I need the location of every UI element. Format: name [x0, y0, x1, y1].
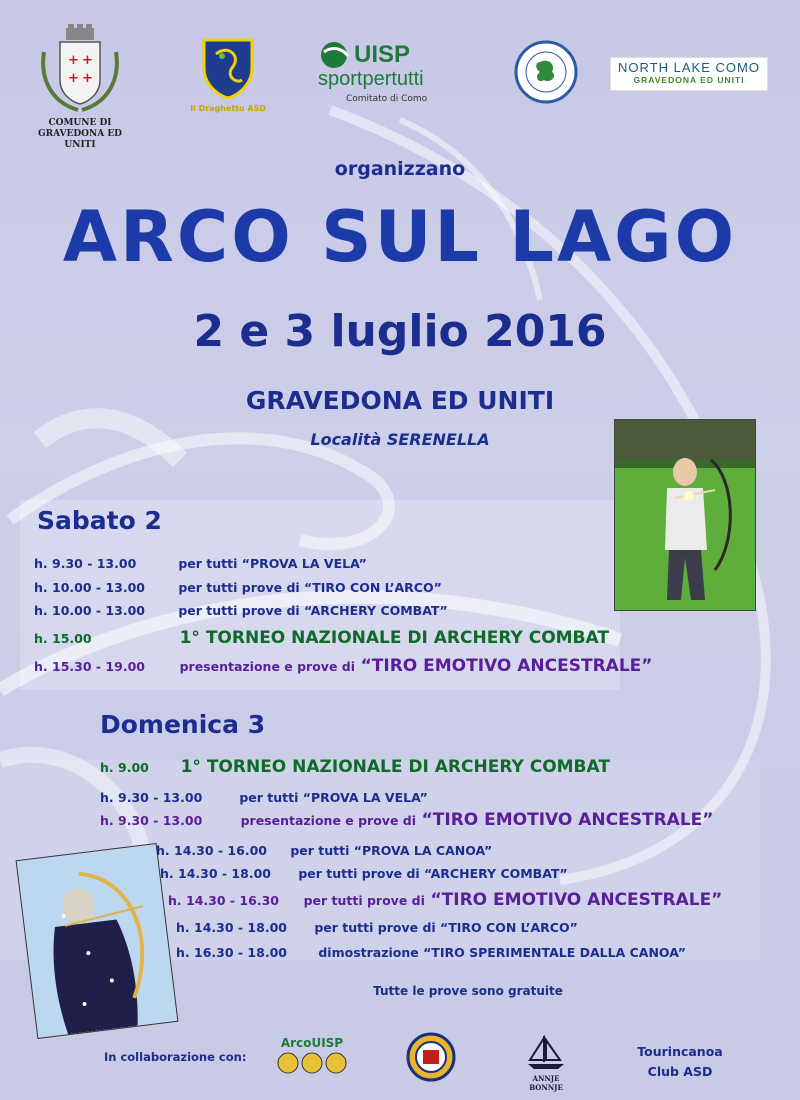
collab-label: In collaborazione con: [104, 1050, 247, 1064]
sun-row-4-time: h. 14.30 - 16.00 [156, 843, 267, 858]
sat-row-4-text: 1° TORNEO NAZIONALE DI ARCHERY COMBAT [179, 628, 609, 648]
sailboat-icon [526, 1034, 566, 1070]
arco-uisp-name: ArcoUISP [280, 1036, 344, 1050]
arco-uisp-logo [274, 1036, 350, 1080]
sun-row-5-time: h. 14.30 - 18.00 [160, 866, 271, 881]
north-lake-line2: GRAVEDONA ED UNITI [633, 75, 745, 85]
sun-row-6-time: h. 14.30 - 16.30 [168, 893, 279, 908]
north-lake-logo [610, 57, 768, 91]
north-lake-line1: NORTH LAKE COMO [618, 60, 760, 75]
photo-costumed-archer [16, 843, 179, 1039]
sun-row-7-text: per tutti prove di “TIRO CON L’ARCO” [314, 920, 578, 935]
sat-row-3-text: per tutti prove di “ARCHERY COMBAT” [178, 603, 448, 618]
sun-row-3-highlight: “TIRO EMOTIVO ANCESTRALE” [421, 810, 714, 830]
sunday-heading: Domenica 3 [100, 710, 266, 739]
sun-row-3-text: presentazione e prove di [240, 813, 417, 828]
sun-row-7 [176, 920, 578, 935]
uisp-logo [318, 40, 458, 104]
sun-row-7-time: h. 14.30 - 18.00 [176, 920, 287, 935]
sun-row-6-highlight: “TIRO EMOTIVO ANCESTRALE” [430, 890, 723, 910]
sun-row-6-text: per tutti prove di [303, 893, 425, 908]
saturday-heading: Sabato 2 [37, 506, 162, 535]
sun-row-5-text: per tutti prove di “ARCHERY COMBAT” [298, 866, 568, 881]
sun-row-1-time: h. 9.00 [100, 760, 149, 775]
sat-row-5-time: h. 15.30 - 19.00 [34, 659, 145, 674]
organizzano-text: organizzano [334, 158, 466, 180]
sun-row-4-text: per tutti “PROVA LA CANOA” [290, 843, 493, 858]
tourincanoa-logo [620, 1042, 740, 1082]
comune-caption-2: GRAVEDONA ED UNITI [38, 129, 122, 150]
sat-row-3-time: h. 10.00 - 13.00 [34, 603, 145, 618]
draghetto-logo [188, 34, 268, 113]
round-club-badge-icon [406, 1032, 456, 1082]
sat-row-5 [34, 656, 652, 676]
free-notice: Tutte le prove sono gratuite [373, 984, 563, 998]
sun-row-3 [100, 810, 713, 830]
coat-of-arms-icon [30, 22, 130, 114]
sun-row-3-time: h. 9.30 - 13.00 [100, 813, 203, 828]
sun-row-2-time: h. 9.30 - 13.00 [100, 790, 203, 805]
event-dates: 2 e 3 luglio 2016 [193, 306, 607, 357]
sun-row-8-time: h. 16.30 - 18.00 [176, 945, 287, 960]
circular-badge-logo [514, 40, 578, 108]
sun-row-2 [100, 790, 428, 805]
svg-text:+: + [82, 71, 93, 86]
comune-caption-1: COMUNE DI [48, 118, 112, 128]
arco-uisp-badges-icon [274, 1050, 350, 1076]
sat-row-3 [34, 603, 448, 618]
event-title: ARCO SUL LAGO [62, 196, 738, 278]
sun-row-1-text: 1° TORNEO NAZIONALE DI ARCHERY COMBAT [180, 757, 610, 777]
tourincanoa-line1: Tourincanoa [637, 1044, 723, 1059]
dragon-shield-icon [198, 34, 258, 100]
comune-logo [30, 22, 130, 151]
sat-row-1 [34, 556, 367, 571]
annie-bonnie-logo [518, 1034, 574, 1092]
sun-row-5 [160, 866, 568, 881]
sun-row-4 [156, 843, 492, 858]
sun-row-1 [100, 757, 610, 777]
tourincanoa-line2: Club ASD [647, 1064, 713, 1079]
sat-row-4-time: h. 15.00 [34, 631, 92, 646]
archer-photo-icon [615, 420, 755, 610]
sat-row-2-text: per tutti prove di “TIRO CON L’ARCO” [178, 580, 442, 595]
event-location: Località SERENELLA [310, 430, 490, 449]
photo-archer-field [614, 419, 756, 611]
sat-row-2-time: h. 10.00 - 13.00 [34, 580, 145, 595]
svg-text:+: + [82, 53, 93, 68]
sat-row-4 [34, 628, 609, 648]
uisp-name: UISP [354, 41, 411, 68]
uisp-sub: Comitato di Como [346, 94, 428, 104]
sat-row-1-time: h. 9.30 - 13.00 [34, 556, 137, 571]
sat-row-5-highlight: “TIRO EMOTIVO ANCESTRALE” [360, 656, 653, 676]
uisp-globe-icon [318, 40, 354, 70]
sun-row-8-text: dimostrazione “TIRO SPERIMENTALE DALLA CANOA” [318, 945, 686, 960]
sun-row-6 [168, 890, 722, 910]
costumed-archer-icon [17, 844, 178, 1038]
round-club-logo [406, 1032, 456, 1086]
oak-leaf-badge-icon [514, 40, 578, 104]
annie-bonnie-caption: ANNJE BONNJE [529, 1074, 563, 1092]
draghetto-caption: Il Draghetto ASD [190, 104, 266, 113]
sat-row-5-text: presentazione e prove di [179, 659, 356, 674]
sun-row-2-text: per tutti “PROVA LA VELA” [239, 790, 428, 805]
event-town: GRAVEDONA ED UNITI [245, 386, 555, 415]
sat-row-1-text: per tutti “PROVA LA VELA” [178, 556, 367, 571]
svg-text:+: + [68, 71, 79, 86]
sat-row-2 [34, 580, 442, 595]
sun-row-8 [176, 945, 686, 960]
uisp-tagline: sportpertutti [318, 68, 424, 90]
svg-text:+: + [68, 53, 79, 68]
